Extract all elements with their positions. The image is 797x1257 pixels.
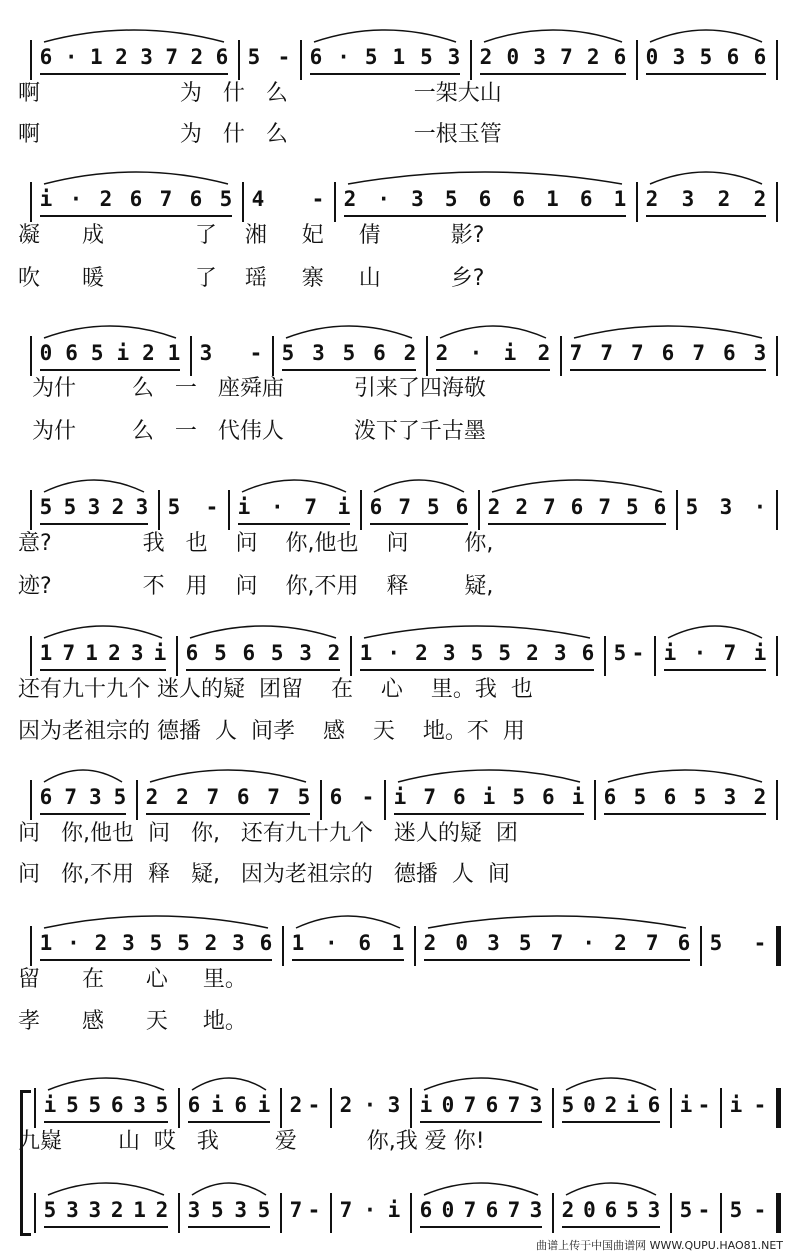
- note-digit: 5: [155, 1093, 169, 1117]
- lyric-line: 孝 感 天 地。: [18, 1009, 247, 1034]
- note-digit: 2: [423, 931, 437, 955]
- note-digit: 7: [569, 341, 583, 365]
- note-digit: i: [679, 1093, 693, 1117]
- note-digit: 3: [87, 495, 101, 519]
- lyric-line: 凝 成 了 湘 妃 倩 影?: [18, 223, 485, 248]
- note-digit: 7: [692, 341, 705, 365]
- note-digit: 7: [631, 341, 644, 365]
- note-digit: -: [697, 1198, 711, 1222]
- note-digit: 6: [329, 785, 343, 809]
- note-digit: 3: [723, 785, 737, 809]
- note-digit: ·: [753, 495, 767, 519]
- note-digit: 7: [723, 641, 737, 665]
- note-digit: 6: [570, 495, 584, 519]
- note-digit: 6: [453, 785, 466, 809]
- note-digit: 6: [419, 1198, 433, 1222]
- note-digit: 2: [435, 341, 449, 365]
- note-digit: 5: [709, 931, 723, 955]
- note-digit: 2: [108, 641, 121, 665]
- note-digit: 1: [392, 45, 406, 69]
- note-digit: 5: [444, 187, 458, 211]
- note-digit: 2: [94, 931, 108, 955]
- note-digit: 6: [677, 931, 691, 955]
- note-digit: 7: [463, 1198, 477, 1222]
- note-digit: 6: [485, 1198, 499, 1222]
- note-digit: 1: [39, 641, 53, 665]
- note-digit: 6: [215, 45, 229, 69]
- note-digit: 6: [309, 45, 323, 69]
- lyric-line: 吹 暖 了 瑶 寨 山 乡?: [18, 266, 485, 291]
- note-digit: 2: [479, 45, 493, 69]
- note-digit: 7: [165, 45, 179, 69]
- note-digit: 5: [297, 785, 311, 809]
- lyric-line: 啊 为 什 么 一根玉管: [18, 122, 502, 147]
- note-digit: 6: [653, 495, 667, 519]
- note-digit: 3: [447, 45, 461, 69]
- note-digit: i: [237, 495, 251, 519]
- note-digit: 6: [110, 1093, 124, 1117]
- note-digit: ·: [337, 45, 350, 69]
- note-digit: 6: [753, 45, 767, 69]
- note-digit: 6: [663, 785, 677, 809]
- note-digit: 5: [518, 931, 532, 955]
- note-digit: -: [753, 1198, 767, 1222]
- note-digit: 6: [39, 45, 53, 69]
- note-digit: 3: [387, 1093, 401, 1117]
- note-digit: 2: [99, 187, 113, 211]
- note-digit: 5: [214, 641, 227, 665]
- note-digit: i: [153, 641, 167, 665]
- measure: [0, 926, 797, 964]
- note-digit: 2: [343, 187, 357, 211]
- note-digit: 7: [267, 785, 280, 809]
- note-digit: 3: [89, 785, 102, 809]
- note-digit: ·: [67, 931, 80, 955]
- lyric-line: 九嶷 山 哎 我 爱 你,我 爱 你!: [18, 1129, 485, 1154]
- note-digit: 3: [753, 341, 767, 365]
- note-digit: 7: [600, 341, 613, 365]
- note-digit: 5: [66, 1093, 79, 1117]
- lyric-line: 为什 么 一 代伟人 泼下了千古墨: [18, 419, 486, 444]
- note-digit: 5: [211, 1198, 224, 1222]
- measure: [0, 1193, 797, 1231]
- note-digit: -: [249, 341, 263, 365]
- note-digit: i: [663, 641, 677, 665]
- note-digit: 5: [561, 1093, 575, 1117]
- note-digit: i: [753, 641, 767, 665]
- note-digit: 7: [289, 1198, 303, 1222]
- note-digit: 3: [187, 1198, 201, 1222]
- note-digit: 3: [647, 1198, 661, 1222]
- note-digit: -: [307, 1093, 321, 1117]
- watermark-footer: 曲谱上传于中国曲谱网 WWW.QUPU.HAO81.NET: [536, 1239, 783, 1252]
- note-digit: 2: [142, 341, 155, 365]
- note-digit: ·: [582, 931, 596, 955]
- note-digit: 4: [251, 187, 265, 211]
- note-digit: -: [205, 495, 219, 519]
- note-digit: -: [697, 1093, 711, 1117]
- note-digit: 7: [463, 1093, 477, 1117]
- note-digit: 7: [398, 495, 411, 519]
- note-digit: 5: [613, 641, 627, 665]
- note-digit: 2: [645, 187, 659, 211]
- note-digit: 6: [661, 341, 675, 365]
- note-digit: 2: [145, 785, 159, 809]
- note-digit: 6: [185, 641, 199, 665]
- note-digit: 6: [65, 341, 78, 365]
- note-digit: 7: [423, 785, 436, 809]
- note-digit: -: [361, 785, 375, 809]
- note-digit: 0: [39, 341, 53, 365]
- note-digit: 5: [633, 785, 647, 809]
- note-digit: 1: [133, 1198, 146, 1222]
- note-digit: 2: [515, 495, 528, 519]
- note-digit: 7: [645, 931, 659, 955]
- note-digit: 6: [542, 785, 555, 809]
- note-digit: 7: [543, 495, 556, 519]
- measure: [0, 490, 797, 528]
- note-digit: 5: [149, 931, 163, 955]
- note-digit: 1: [39, 931, 53, 955]
- note-digit: 5: [685, 495, 699, 519]
- note-digit: 6: [603, 785, 617, 809]
- note-digit: 5: [270, 641, 284, 665]
- note-digit: 5: [63, 495, 77, 519]
- lyric-line: 迹? 不 用 问 你,不用 释 疑,: [18, 574, 494, 599]
- note-digit: 6: [242, 641, 256, 665]
- note-digit: 1: [89, 45, 103, 69]
- note-digit: 6: [512, 187, 526, 211]
- note-digit: 3: [88, 1198, 102, 1222]
- measure: [0, 182, 797, 220]
- note-digit: 2: [753, 187, 767, 211]
- note-digit: 7: [206, 785, 220, 809]
- note-digit: 2: [190, 45, 204, 69]
- note-digit: 1: [546, 187, 559, 211]
- note-digit: 6: [604, 1198, 618, 1222]
- note-digit: 3: [487, 931, 500, 955]
- note-digit: 5: [39, 495, 53, 519]
- note-digit: 2: [403, 341, 417, 365]
- note-digit: 3: [299, 641, 312, 665]
- note-digit: i: [257, 1093, 271, 1117]
- note-digit: ·: [363, 1093, 377, 1117]
- note-digit: 3: [533, 45, 546, 69]
- note-digit: 5: [498, 641, 512, 665]
- note-digit: 3: [681, 187, 695, 211]
- note-digit: i: [387, 1198, 401, 1222]
- note-digit: 6: [234, 1093, 247, 1117]
- note-digit: 3: [442, 641, 456, 665]
- note-digit: 5: [247, 45, 261, 69]
- note-digit: 5: [512, 785, 525, 809]
- note-digit: -: [311, 187, 325, 211]
- note-digit: 0: [441, 1198, 455, 1222]
- note-digit: 6: [358, 931, 371, 955]
- note-digit: 6: [726, 45, 740, 69]
- note-digit: 3: [529, 1198, 543, 1222]
- note-digit: 3: [719, 495, 733, 519]
- note-digit: 2: [753, 785, 767, 809]
- measure: [0, 780, 797, 818]
- note-digit: -: [631, 641, 645, 665]
- note-digit: 3: [553, 641, 567, 665]
- note-digit: ·: [64, 45, 78, 69]
- note-digit: 6: [187, 1093, 201, 1117]
- note-digit: ·: [363, 1198, 377, 1222]
- note-digit: i: [39, 187, 53, 211]
- note-digit: 2: [115, 45, 128, 69]
- note-digit: 6: [613, 45, 627, 69]
- note-digit: ·: [377, 187, 391, 211]
- note-digit: 2: [415, 641, 428, 665]
- note-digit: 5: [113, 785, 127, 809]
- note-digit: 6: [189, 187, 203, 211]
- note-digit: 3: [411, 187, 424, 211]
- measure: [0, 1088, 797, 1126]
- note-digit: 0: [583, 1093, 596, 1117]
- note-digit: 7: [507, 1093, 521, 1117]
- note-digit: 1: [85, 641, 98, 665]
- note-digit: 5: [88, 1093, 102, 1117]
- note-digit: 6: [369, 495, 383, 519]
- note-digit: 2: [111, 495, 125, 519]
- note-digit: 0: [455, 931, 469, 955]
- lyric-line: 还有九十九个 迷人的疑 团留 在 心 里。我 也: [18, 677, 533, 702]
- note-digit: 7: [304, 495, 317, 519]
- note-digit: 6: [579, 187, 593, 211]
- note-digit: 5: [626, 1198, 639, 1222]
- note-digit: 7: [598, 495, 611, 519]
- note-digit: 6: [129, 187, 143, 211]
- note-digit: 3: [130, 641, 144, 665]
- lyric-line: 因为老祖宗的 德播 人 间孝 感 天 地。不 用: [18, 719, 525, 744]
- note-digit: 5: [219, 187, 233, 211]
- note-digit: 5: [281, 341, 295, 365]
- note-digit: 6: [723, 341, 736, 365]
- note-digit: 5: [167, 495, 181, 519]
- measure: [0, 336, 797, 374]
- note-digit: 5: [342, 341, 356, 365]
- note-digit: 5: [693, 785, 707, 809]
- note-digit: 6: [259, 931, 273, 955]
- note-digit: 6: [455, 495, 469, 519]
- note-digit: 7: [507, 1198, 521, 1222]
- note-digit: 7: [339, 1198, 353, 1222]
- note-digit: 3: [140, 45, 153, 69]
- note-digit: 2: [339, 1093, 353, 1117]
- note-digit: 0: [645, 45, 659, 69]
- note-digit: 3: [234, 1198, 247, 1222]
- note-digit: 0: [583, 1198, 596, 1222]
- note-digit: 7: [550, 931, 564, 955]
- note-digit: 2: [487, 495, 501, 519]
- note-digit: 5: [257, 1198, 271, 1222]
- note-digit: 3: [232, 931, 245, 955]
- note-digit: 5: [679, 1198, 693, 1222]
- note-digit: 2: [327, 641, 341, 665]
- note-digit: 2: [604, 1093, 618, 1117]
- note-digit: 5: [43, 1198, 57, 1222]
- note-digit: i: [211, 1093, 224, 1117]
- lyric-line: 问 你,不用 释 疑, 因为老祖宗的 德播 人 间: [18, 862, 510, 887]
- note-digit: 2: [289, 1093, 303, 1117]
- note-digit: 7: [159, 187, 173, 211]
- note-digit: -: [753, 931, 767, 955]
- note-digit: 2: [717, 187, 731, 211]
- note-digit: 0: [506, 45, 520, 69]
- note-digit: ·: [271, 495, 284, 519]
- note-digit: -: [277, 45, 291, 69]
- note-digit: 1: [291, 931, 305, 955]
- note-digit: 6: [478, 187, 492, 211]
- note-digit: -: [753, 1093, 767, 1117]
- note-digit: 3: [312, 341, 325, 365]
- note-digit: 5: [364, 45, 378, 69]
- note-digit: 6: [647, 1093, 661, 1117]
- note-digit: 6: [581, 641, 595, 665]
- note-digit: 6: [485, 1093, 499, 1117]
- lyric-line: 问 你,他也 问 你, 还有九十九个 迷人的疑 团: [18, 821, 518, 846]
- note-digit: 5: [699, 45, 713, 69]
- note-digit: i: [419, 1093, 433, 1117]
- note-digit: 5: [470, 641, 484, 665]
- note-digit: 3: [133, 1093, 146, 1117]
- note-digit: i: [482, 785, 496, 809]
- system-brace: [20, 1090, 31, 1236]
- note-digit: i: [571, 785, 585, 809]
- note-digit: 3: [122, 931, 135, 955]
- note-digit: 5: [177, 931, 190, 955]
- note-digit: 6: [236, 785, 250, 809]
- note-digit: i: [503, 341, 517, 365]
- note-digit: i: [43, 1093, 57, 1117]
- note-digit: 1: [167, 341, 181, 365]
- note-digit: i: [116, 341, 130, 365]
- lyric-line: 意? 我 也 问 你,他也 问 你,: [18, 531, 494, 556]
- note-digit: ·: [693, 641, 707, 665]
- measure: [0, 40, 797, 78]
- note-digit: 2: [155, 1198, 169, 1222]
- note-digit: ·: [69, 187, 83, 211]
- lyric-line: 啊 为 什 么 一架大山: [18, 81, 502, 106]
- note-digit: 2: [526, 641, 539, 665]
- note-digit: 1: [359, 641, 373, 665]
- note-digit: i: [393, 785, 407, 809]
- note-digit: 1: [391, 931, 405, 955]
- measure: [0, 636, 797, 674]
- note-digit: 5: [420, 45, 433, 69]
- note-digit: 3: [135, 495, 149, 519]
- note-digit: 2: [537, 341, 551, 365]
- note-digit: ·: [469, 341, 483, 365]
- note-digit: 3: [529, 1093, 543, 1117]
- note-digit: ·: [387, 641, 401, 665]
- note-digit: 2: [176, 785, 189, 809]
- lyric-line: 留 在 心 里。: [18, 967, 247, 992]
- note-digit: 2: [586, 45, 600, 69]
- note-digit: 5: [427, 495, 440, 519]
- note-digit: 2: [204, 931, 218, 955]
- note-digit: -: [307, 1198, 321, 1222]
- note-digit: 3: [199, 341, 213, 365]
- note-digit: 7: [64, 785, 77, 809]
- note-digit: 0: [441, 1093, 455, 1117]
- note-digit: 7: [560, 45, 573, 69]
- note-digit: i: [626, 1093, 639, 1117]
- note-digit: i: [337, 495, 351, 519]
- note-digit: 2: [614, 931, 627, 955]
- lyric-line: 为什 么 一 座舜庙 引来了四海敬: [18, 376, 486, 401]
- note-digit: ·: [325, 931, 338, 955]
- note-digit: 3: [672, 45, 686, 69]
- note-digit: 1: [613, 187, 627, 211]
- note-digit: 2: [110, 1198, 124, 1222]
- note-digit: 5: [729, 1198, 743, 1222]
- note-digit: 2: [561, 1198, 575, 1222]
- note-digit: i: [729, 1093, 743, 1117]
- note-digit: 3: [66, 1198, 79, 1222]
- note-digit: 6: [373, 341, 386, 365]
- note-digit: 6: [39, 785, 53, 809]
- note-digit: 7: [62, 641, 76, 665]
- note-digit: 5: [90, 341, 104, 365]
- note-digit: 5: [626, 495, 639, 519]
